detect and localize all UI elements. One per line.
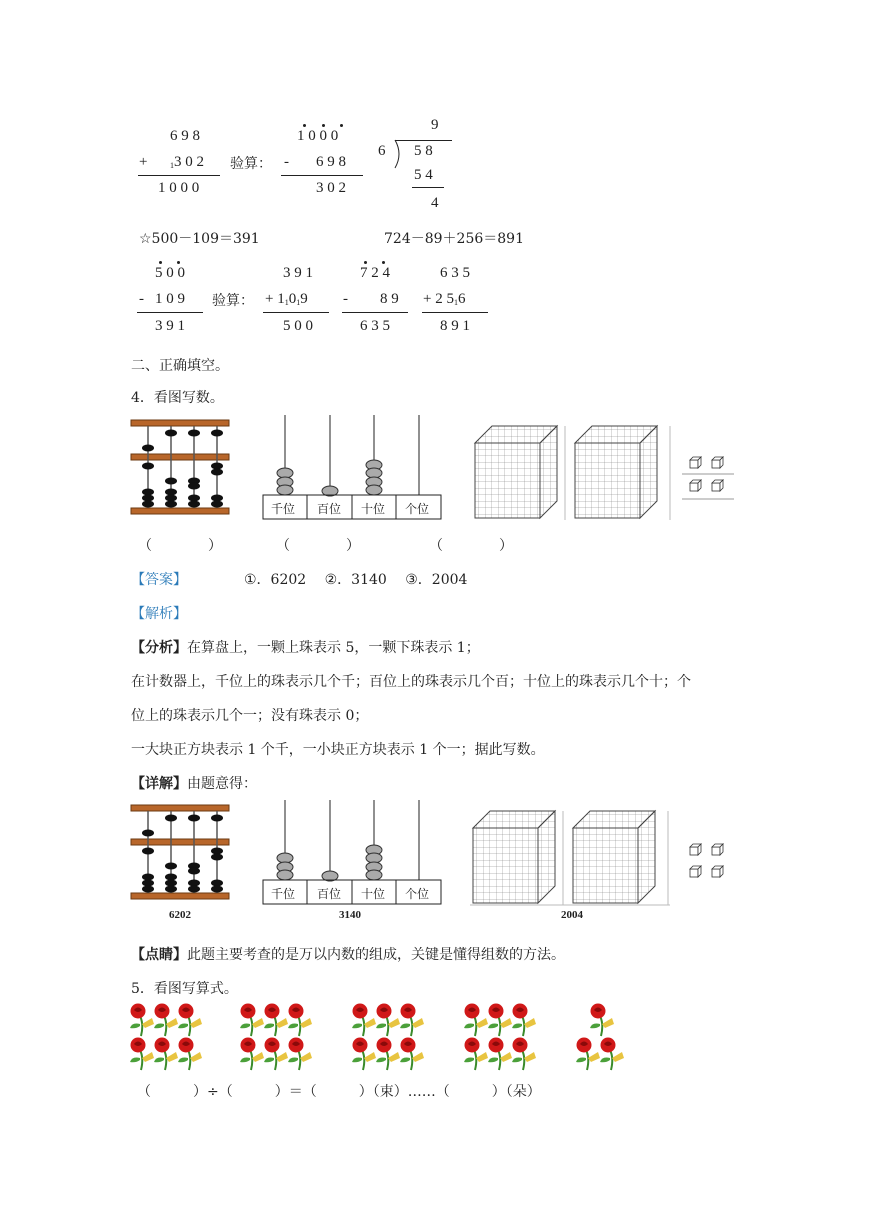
formula-blanks[interactable]: （ ）÷（ ）＝（ ）（束）……（ ）（朵）: [137, 1084, 541, 1100]
subtrahend: 1 0 9: [155, 291, 185, 307]
cube-blocks-icon: [472, 423, 742, 523]
analysis-label: 【解析】: [131, 606, 187, 622]
addend-b: $_1$3 0 2: [170, 154, 204, 170]
sum: 8 9 1: [440, 318, 470, 334]
quotient: 9: [431, 117, 439, 133]
addend-a: 6 9 8: [170, 128, 200, 144]
section-heading: 二、正确填空。: [131, 358, 229, 374]
plus-sign: +: [139, 154, 148, 170]
analysis-para-3: 位上的珠表示几个一；没有珠表示 0；: [131, 708, 369, 724]
flower-bunches-icon: [128, 1000, 648, 1075]
caption-abacus: 6202: [169, 909, 191, 921]
label-ones: 个位: [405, 502, 430, 516]
minus-sign: -: [284, 154, 289, 170]
label-thousands: 千位: [271, 887, 296, 901]
dividend: 5 8: [414, 143, 433, 159]
addend-a: 6 3 5: [440, 265, 470, 281]
product: 5 4: [414, 167, 433, 183]
sum: 5 0 0: [283, 318, 313, 334]
subtrahend: 8 9: [380, 291, 399, 307]
blank-3[interactable]: （ ）: [429, 538, 513, 554]
analysis-para-2: 在计数器上，千位上的珠表示几个千；百位上的珠表示几个百；十位上的珠表示几个十；个: [131, 674, 691, 690]
detail-para: 【详解】由题意得：: [131, 776, 257, 792]
sum: 1 0 0 0: [158, 180, 200, 196]
dianjing-para: 【点睛】此题主要考查的是万以内数的组成，关键是懂得组数的方法。: [131, 947, 565, 963]
addend-b: + $1_10_19$: [265, 291, 308, 307]
star-equation-2: 724－89＋256＝891: [384, 231, 524, 247]
subtrahend: 6 9 8: [316, 154, 346, 170]
caption-counter: 3140: [339, 909, 361, 921]
counting-frame: [262, 800, 442, 905]
label-ones: 个位: [405, 887, 430, 901]
analysis-para-4: 一大块正方块表示 1 个千，一小块正方块表示 1 个一；据此写数。: [131, 742, 545, 758]
difference: 3 0 2: [316, 180, 346, 196]
blank-2[interactable]: （ ）: [276, 538, 360, 554]
label-tens: 十位: [361, 887, 386, 901]
label-tens: 十位: [361, 502, 386, 516]
addend-a: 3 9 1: [283, 265, 313, 281]
blank-1[interactable]: （ ）: [138, 538, 222, 554]
question-5-title: 5．看图写算式。: [131, 981, 238, 997]
answer-text: ①．6202 ②．3140 ③．2004: [244, 572, 468, 588]
divisor: 6: [378, 143, 386, 159]
cube-blocks-icon: [470, 808, 740, 908]
minuend: 1 0 0 0: [297, 128, 339, 144]
minus-sign: -: [343, 291, 348, 307]
difference: 3 9 1: [155, 318, 185, 334]
analysis-para-1: 【分析】在算盘上，一颗上珠表示 5，一颗下珠表示 1；: [131, 640, 480, 656]
label-hundreds: 百位: [317, 887, 342, 901]
label-hundreds: 百位: [317, 502, 342, 516]
remainder: 4: [431, 195, 439, 211]
difference: 6 3 5: [360, 318, 390, 334]
caption-blocks: 2004: [561, 909, 583, 921]
abacus-icon: [131, 420, 241, 520]
answer-label: 【答案】: [131, 572, 187, 588]
label-thousands: 千位: [271, 502, 296, 516]
verify-label-2: 验算：: [212, 293, 254, 309]
minus-sign: -: [139, 291, 144, 307]
verify-label: 验算：: [230, 156, 272, 172]
star-equation-1: ☆500－109＝391: [139, 231, 260, 247]
question-4-title: 4．看图写数。: [131, 390, 224, 406]
addend-b: + 2 $5_16$: [423, 291, 466, 307]
minuend: 7 2 4: [360, 265, 390, 281]
minuend: 5 0 0: [155, 265, 185, 281]
counting-frame: [262, 415, 442, 520]
abacus-icon: [131, 805, 241, 905]
